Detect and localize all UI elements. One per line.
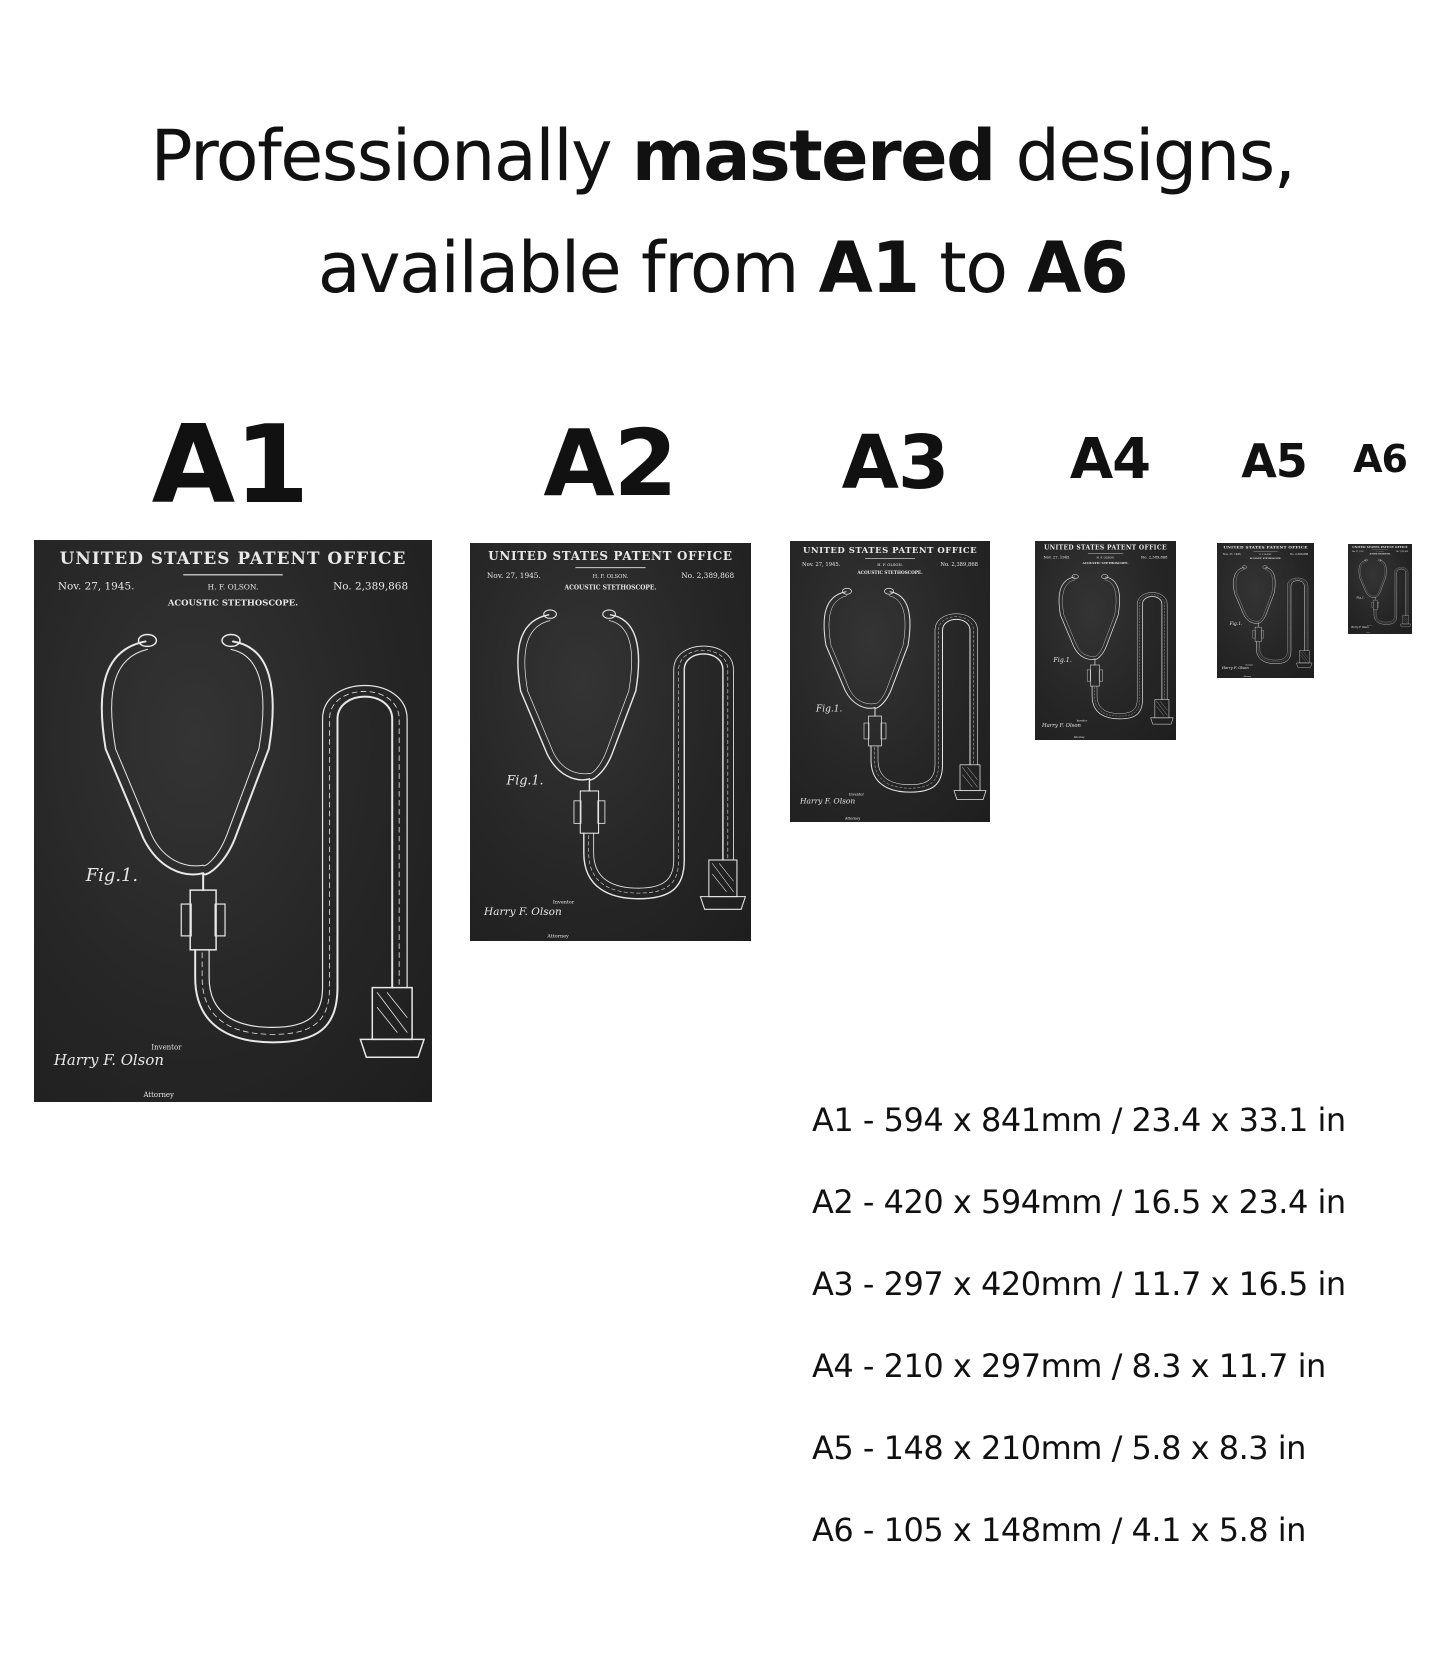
poster-office: UNITED STATES PATENT OFFICE (802, 544, 978, 555)
size-label-a6: A6 (1353, 437, 1407, 481)
poster-patent-no: No. 2,389,868 (1289, 552, 1309, 556)
stethoscope-drawing (470, 543, 751, 941)
poster-office: UNITED STATES PATENT OFFICE (1044, 544, 1167, 552)
poster-attorney-label: Attorney (1073, 736, 1085, 740)
poster-attorney-label: Attorney (547, 933, 569, 940)
size-label-a3: A3 (841, 420, 949, 506)
poster-inventor-name: H. F. OLSON. (1375, 551, 1385, 553)
stethoscope-drawing (1217, 543, 1314, 678)
poster-office: UNITED STATES PATENT OFFICE (59, 547, 407, 568)
poster-attorney-label: Attorney (143, 1091, 174, 1100)
size-spec-a3: A3 - 297 x 420mm / 11.7 x 16.5 in (812, 1265, 1346, 1303)
poster-title: ACOUSTIC STETHOSCOPE. (564, 584, 657, 592)
poster-patent-no: No. 2,389,868 (1396, 550, 1409, 553)
poster-office: UNITED STATES PATENT OFFICE (1352, 544, 1408, 549)
poster-a2 (470, 543, 751, 941)
poster-inventor-label: Inventor (1366, 625, 1372, 627)
poster-inventor-label: Inventor (552, 899, 575, 906)
poster-signature: Harry F. Olson (1042, 722, 1081, 729)
poster-a5 (1217, 543, 1314, 678)
poster-inventor-label: Inventor (151, 1043, 182, 1052)
poster-fig-label: Fig.1. (85, 865, 139, 887)
poster-patent-no: No. 2,389,868 (681, 571, 735, 581)
poster-inventor-label: Inventor (1245, 664, 1253, 667)
poster-date: Nov. 27, 1945. (57, 580, 135, 593)
poster-fig-label: Fig.1. (1053, 656, 1072, 664)
poster-attorney-label: Attorney (1243, 675, 1252, 678)
poster-signature: Harry F. Olson (800, 796, 856, 806)
poster-date: Nov. 27, 1945. (1043, 555, 1071, 560)
poster-signature: Harry F. Olson (1221, 666, 1249, 671)
poster-inventor-name: H. F. OLSON. (592, 574, 629, 581)
size-spec-a2: A2 - 420 x 594mm / 16.5 x 23.4 in (812, 1183, 1346, 1221)
poster-inventor-name: H. F. OLSON. (207, 582, 259, 592)
size-label-a2: A2 (543, 410, 677, 517)
poster-attorney-label: Attorney (845, 816, 861, 821)
stethoscope-drawing (34, 540, 432, 1102)
size-label-a4: A4 (1069, 427, 1151, 492)
size-spec-a4: A4 - 210 x 297mm / 8.3 x 11.7 in (812, 1347, 1326, 1385)
stethoscope-drawing (790, 541, 990, 822)
poster-title: ACOUSTIC STETHOSCOPE. (1369, 554, 1391, 556)
headline-line-2: available from A1 to A6 (317, 227, 1128, 309)
poster-inventor-name: H. F. OLSON. (1096, 556, 1115, 560)
poster-date: Nov. 27, 1945. (1351, 550, 1365, 553)
poster-signature: Harry F. Olson (53, 1051, 164, 1070)
poster-patent-no: No. 2,389,868 (940, 561, 978, 568)
stethoscope-drawing (1035, 541, 1176, 740)
poster-a1 (34, 540, 432, 1102)
poster-office: UNITED STATES PATENT OFFICE (488, 548, 733, 563)
poster-signature: Harry F. Olson (484, 905, 562, 918)
poster-patent-no: No. 2,389,868 (1141, 555, 1168, 560)
poster-date: Nov. 27, 1945. (1222, 552, 1242, 556)
poster-signature: Harry F. Olson (1351, 626, 1369, 630)
poster-inventor-name: H. F. OLSON. (877, 562, 903, 567)
headline (0, 100, 1445, 324)
stethoscope-drawing (1348, 544, 1412, 634)
poster-date: Nov. 27, 1945. (802, 561, 841, 568)
size-spec-a1: A1 - 594 x 841mm / 23.4 x 33.1 in (812, 1101, 1346, 1139)
poster-a6 (1348, 544, 1412, 634)
poster-title: ACOUSTIC STETHOSCOPE. (1249, 557, 1282, 560)
poster-fig-label: Fig.1. (1229, 621, 1243, 627)
poster-fig-label: Fig.1. (816, 704, 843, 715)
size-spec-a6: A6 - 105 x 148mm / 4.1 x 5.8 in (812, 1511, 1306, 1549)
poster-inventor-label: Inventor (849, 792, 865, 797)
poster-inventor-name: H. F. OLSON. (1259, 553, 1272, 556)
size-label-a5: A5 (1241, 434, 1307, 488)
poster-fig-label: Fig.1. (506, 772, 544, 788)
poster-title: ACOUSTIC STETHOSCOPE. (857, 569, 923, 575)
size-spec-a5: A5 - 148 x 210mm / 5.8 x 8.3 in (812, 1429, 1306, 1467)
poster-date: Nov. 27, 1945. (486, 571, 541, 581)
poster-office: UNITED STATES PATENT OFFICE (1223, 544, 1308, 550)
size-label-a1: A1 (151, 403, 309, 528)
poster-a4 (1035, 541, 1176, 740)
poster-a3 (790, 541, 990, 822)
poster-patent-no: No. 2,389,868 (333, 580, 409, 593)
headline-line-1: Professionally mastered designs, (150, 115, 1295, 197)
poster-fig-label: Fig.1. (1356, 595, 1365, 600)
poster-attorney-label: Attorney (1365, 633, 1371, 634)
size-spec-list (812, 1098, 1432, 1590)
poster-title: ACOUSTIC STETHOSCOPE. (1082, 561, 1129, 566)
poster-title: ACOUSTIC STETHOSCOPE. (167, 597, 299, 608)
poster-inventor-label: Inventor (1076, 719, 1088, 723)
